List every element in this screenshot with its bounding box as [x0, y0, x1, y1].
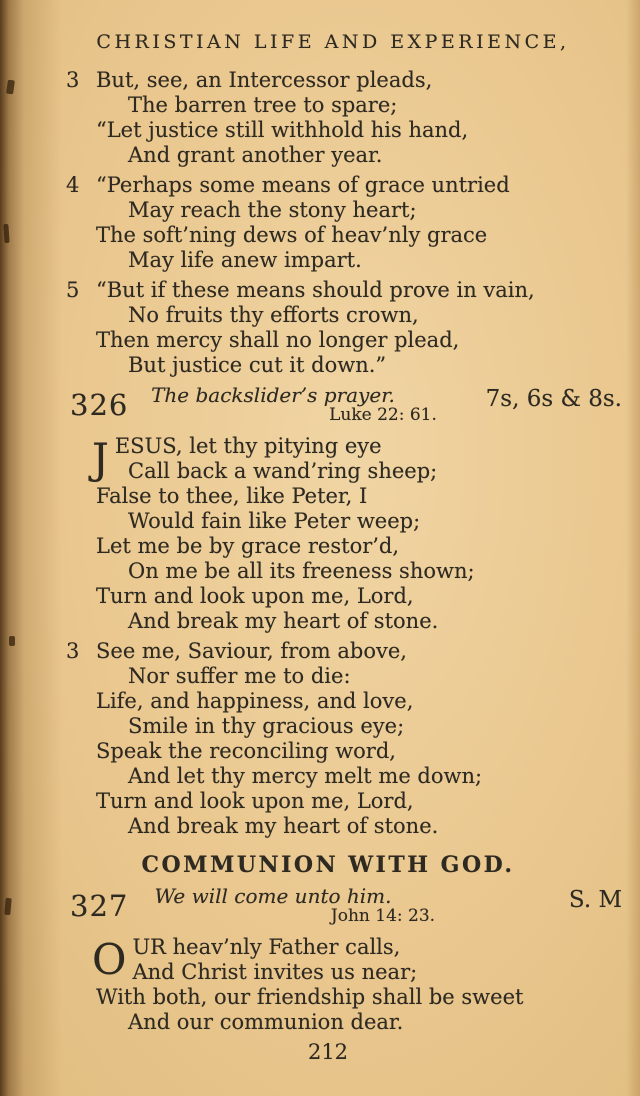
hymn-title: The backslider’s prayer. — [151, 383, 395, 407]
section-heading: COMMUNION WITH GOD. — [141, 852, 515, 878]
verse-line: The soft’ning dews of heav’nly grace — [96, 223, 488, 247]
running-header: CHRISTIAN LIFE AND EXPERIENCE, — [96, 31, 570, 53]
verse-line: And break my heart of stone. — [128, 814, 439, 838]
hymn-scripture-reference: John 14: 23. — [330, 906, 436, 926]
verse-line: Then mercy shall no longer plead, — [96, 328, 460, 352]
verse-line: May reach the stony heart; — [128, 198, 417, 222]
page-content — [0, 54, 640, 1064]
verse-line: May life anew impart. — [128, 248, 362, 272]
verse-line: Nor suffer me to die: — [128, 664, 351, 688]
verse-line: With both, our friendship shall be sweet — [96, 985, 524, 1009]
verse-number: 3 — [66, 68, 80, 92]
verse — [70, 935, 626, 1035]
verse-line: And let thy mercy melt me down; — [128, 764, 483, 788]
verse-line: The barren tree to spare; — [128, 93, 398, 117]
drop-cap: O — [92, 935, 127, 984]
verse-line: Speak the reconciling word, — [96, 739, 396, 763]
hymn-meter: 7s, 6s & 8s. — [485, 386, 622, 412]
verse — [66, 68, 626, 168]
verse-line: And grant another year. — [128, 143, 383, 167]
verse-line: But justice cut it down.” — [128, 353, 387, 377]
verse — [66, 278, 626, 378]
verse-line: On me be all its freeness shown; — [128, 559, 475, 583]
verse-line: “Let justice still withhold his hand, — [96, 118, 469, 142]
verse-line: UR heav’nly Father calls, — [132, 935, 401, 959]
hymn-scripture-reference: Luke 22: 61. — [329, 405, 437, 425]
verse-number: 3 — [66, 639, 80, 663]
drop-cap: J — [92, 434, 109, 483]
page-number: 212 — [307, 1040, 349, 1064]
verse-line: And our communion dear. — [128, 1010, 404, 1034]
ink-mark — [9, 636, 15, 646]
verse-line: And Christ invites us near; — [132, 960, 418, 984]
verse-number: 4 — [66, 173, 80, 197]
verse-line: Call back a wand’ring sheep; — [128, 459, 438, 483]
hymn-meter: S. M — [568, 887, 622, 913]
verse — [70, 434, 626, 634]
verse-number: 5 — [66, 278, 80, 302]
hymn-327-header — [70, 885, 626, 931]
verse-line: Would fain like Peter weep; — [128, 509, 421, 533]
verse — [66, 639, 626, 839]
hymn-326-header — [70, 384, 626, 430]
verse-line: False to thee, like Peter, I — [96, 484, 368, 508]
verse-line: Turn and look upon me, Lord, — [96, 584, 414, 608]
verse-line: See me, Saviour, from above, — [96, 639, 407, 663]
hymn-title: We will come unto him. — [154, 884, 392, 908]
verse-line: Let me be by grace restor’d, — [96, 534, 400, 558]
verse-line: But, see, an Intercessor pleads, — [96, 68, 433, 92]
verse-line: And break my heart of stone. — [128, 609, 439, 633]
verse-line: Turn and look upon me, Lord, — [96, 789, 414, 813]
hymn-number: 326 — [70, 388, 129, 422]
verse-line: ESUS, let thy pitying eye — [114, 434, 382, 458]
verse-line: No fruits thy efforts crown, — [128, 303, 419, 327]
verse-line: “But if these means should prove in vain, — [96, 278, 535, 302]
hymn-number: 327 — [70, 889, 129, 923]
verse-line: Life, and happiness, and love, — [96, 689, 414, 713]
verse-line: “Perhaps some means of grace untried — [96, 173, 510, 197]
verse — [66, 173, 626, 273]
verse-line: Smile in thy gracious eye; — [128, 714, 405, 738]
